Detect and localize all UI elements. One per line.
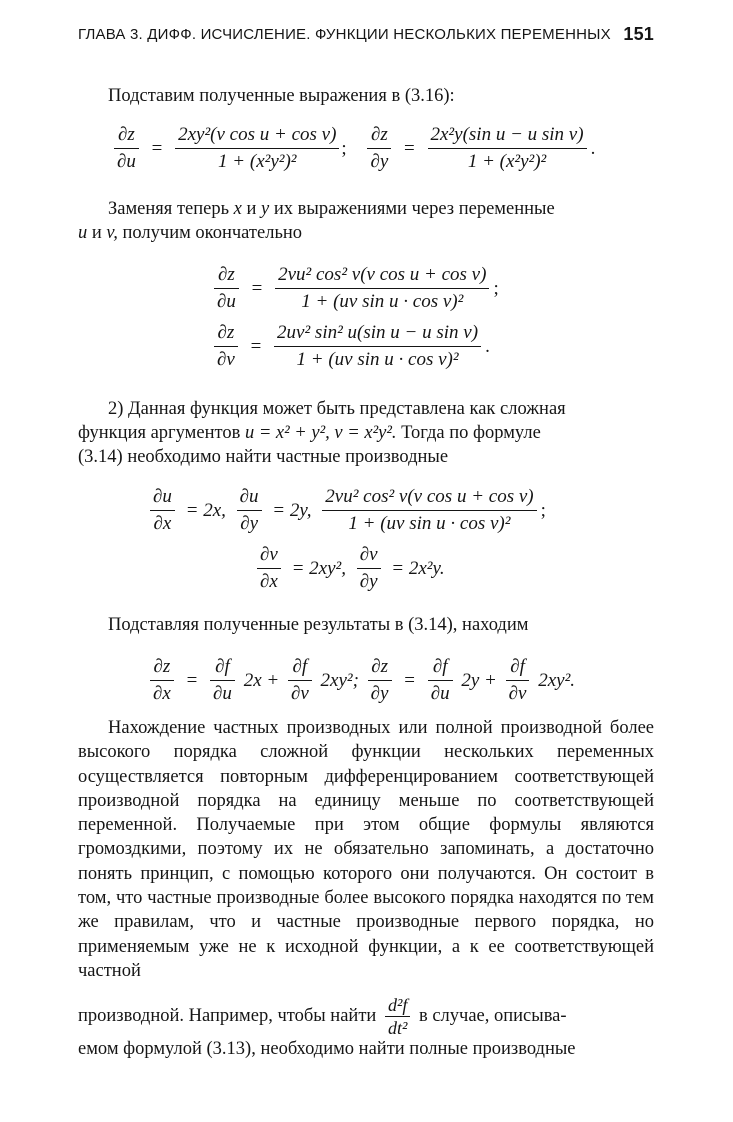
text-fragment: и [246,199,257,219]
formula-5 [255,542,449,595]
numerator: ∂z [114,122,139,149]
denominator: 1 + (uv sin u · cos v)² [348,513,511,534]
paragraph-substitution [108,199,555,220]
fraction [288,654,312,707]
fraction [257,542,281,595]
numerator: d²f [385,994,410,1017]
fraction [275,262,489,315]
numerator: ∂z [368,654,392,681]
denominator: 1 + (x²y²)² [218,151,297,172]
fraction [357,542,381,595]
paragraph-substitution-line2 [78,223,302,244]
numerator: 2x²y(sin u − u sin v) [428,122,587,149]
text-fragment: в случае, описыва- [418,1005,567,1026]
value: = 2y, [272,499,312,521]
numerator: ∂v [357,542,381,569]
text-fragment: производной. Например, чтобы найти [78,1005,377,1026]
text-fragment: функция аргументов [78,423,241,443]
running-header [78,26,654,43]
denominator: ∂v [508,683,527,704]
denominator: 1 + (x²y²)² [467,151,547,172]
page-number: 151 [623,24,654,44]
text-fragment: Подставляя полученные результаты в (3.14), находим [108,615,529,635]
denominator: dt² [387,1018,408,1038]
fraction [214,262,239,315]
denominator: ∂u [217,291,236,312]
numerator: ∂f [428,654,453,681]
fraction [114,122,139,175]
numerator: 2uv² sin² u(sin u − u sin v) [274,320,481,347]
separator: ; [341,137,347,159]
numerator: ∂f [506,654,530,681]
term: 2x + [243,669,280,691]
numerator: ∂u [150,484,175,511]
text-fragment: получим окончательно [122,223,303,243]
numerator: ∂f [210,654,235,681]
denominator: ∂v [290,683,309,704]
formula-1 [112,122,595,175]
denominator: ∂x [153,683,171,704]
fraction [274,320,481,373]
period: . [590,137,596,159]
paragraph-results [108,615,528,636]
numerator: 2xy²(v cos u + cos v) [175,122,339,149]
text-fragment: емом формулой (3.13), необходимо найти полные производные [78,1039,576,1059]
period: . [485,335,490,357]
fraction-d2f-dt2 [385,994,410,1039]
paragraph-higher-order: Нахождение частных производных или полной производной более высокого порядка сложной функции нескольких переменных осуществляется повторным дифференцированием соответствующей производной порядка на единицу меньше по соответствующей переменной. Получаемые при этом общие формулы являются громоздкими, поэтому их не обязательно запоминать, а достаточно понять принцип, с помощью которого они получаются. Он состоит в том, что частные производные более высокого порядка находятся по тем же правилам, что и частные производные первого порядка, но применяемым уже не к исходной функции, а к ее соответствующей частной [78,718,654,981]
variable-u: u [78,223,88,243]
denominator: ∂x [153,513,172,534]
equals-sign: = [250,335,262,357]
paragraph-intro [108,86,455,107]
denominator: ∂u [430,683,450,704]
numerator: ∂z [150,654,174,681]
fraction [367,122,391,175]
fraction [428,654,453,707]
numerator: ∂z [214,262,239,289]
paragraph-part2-line2 [78,423,541,444]
fraction [368,654,392,707]
term: 2xy². [538,669,576,691]
denominator: ∂v [217,349,235,370]
running-title: ГЛАВА 3. ДИФФ. ИСЧИСЛЕНИЕ. ФУНКЦИИ НЕСКОЛЬКИХ ПЕРЕМЕННЫХ [78,26,611,43]
paragraph-last-line [78,1039,576,1060]
denominator: ∂y [359,571,378,592]
fraction [210,654,235,707]
denominator: ∂u [117,151,136,172]
fraction [175,122,339,175]
inline-formula: u = x² + y², v = x²y². [244,423,397,443]
numerator: ∂u [237,484,262,511]
equals-sign: = [186,669,198,691]
paragraph-part2-line3 [78,447,448,468]
denominator: ∂x [260,571,278,592]
denominator: ∂y [370,151,389,172]
numerator: ∂v [257,542,281,569]
numerator: ∂z [367,122,391,149]
fraction [214,320,238,373]
fraction [506,654,530,707]
paragraph-example-line [78,994,654,1039]
text-fragment: Тогда по формуле [401,423,541,443]
denominator: 1 + (uv sin u · cos v)² [301,291,464,312]
formula-3 [212,320,490,373]
variable-x: x [233,199,242,219]
variable-y: y [261,199,270,219]
denominator: ∂y [370,683,389,704]
value: = 2x, [185,499,226,521]
denominator: ∂u [213,683,232,704]
denominator: ∂y [240,513,259,534]
equals-sign: = [404,669,415,691]
fraction [237,484,262,537]
semicolon: ; [540,499,546,521]
text-fragment: и [91,223,102,243]
text-fragment: Заменяя теперь [108,199,230,219]
fraction [428,122,587,175]
variable-v: v, [106,223,118,243]
intro-text: Подставим полученные выражения в (3.16): [108,86,455,106]
numerator: ∂f [288,654,312,681]
equals-sign: = [151,137,163,159]
formula-4 [148,484,546,537]
denominator: 1 + (uv sin u · cos v)² [296,349,459,370]
equals-sign: = [404,137,415,159]
numerator: 2vu² cos² v(v cos u + cos v) [322,484,536,511]
numerator: ∂z [214,320,238,347]
numerator: 2vu² cos² v(v cos u + cos v) [275,262,489,289]
fraction [150,484,175,537]
text-fragment: (3.14) необходимо найти частные производные [78,447,449,467]
formula-6 [148,654,577,707]
fraction [150,654,174,707]
term: 2xy²; [320,669,359,691]
value: = 2xy², [291,557,346,579]
paragraph-part2-line1 [108,399,566,420]
equals-sign: = [251,277,263,299]
semicolon: ; [493,277,499,299]
text-fragment: 2) Данная функция может быть представлена как сложная [108,399,566,419]
formula-2 [212,262,499,315]
value: = 2x²y. [391,557,445,579]
term: 2y + [461,669,497,691]
fraction [322,484,536,537]
text-fragment: их выражениями через переменные [273,199,555,219]
